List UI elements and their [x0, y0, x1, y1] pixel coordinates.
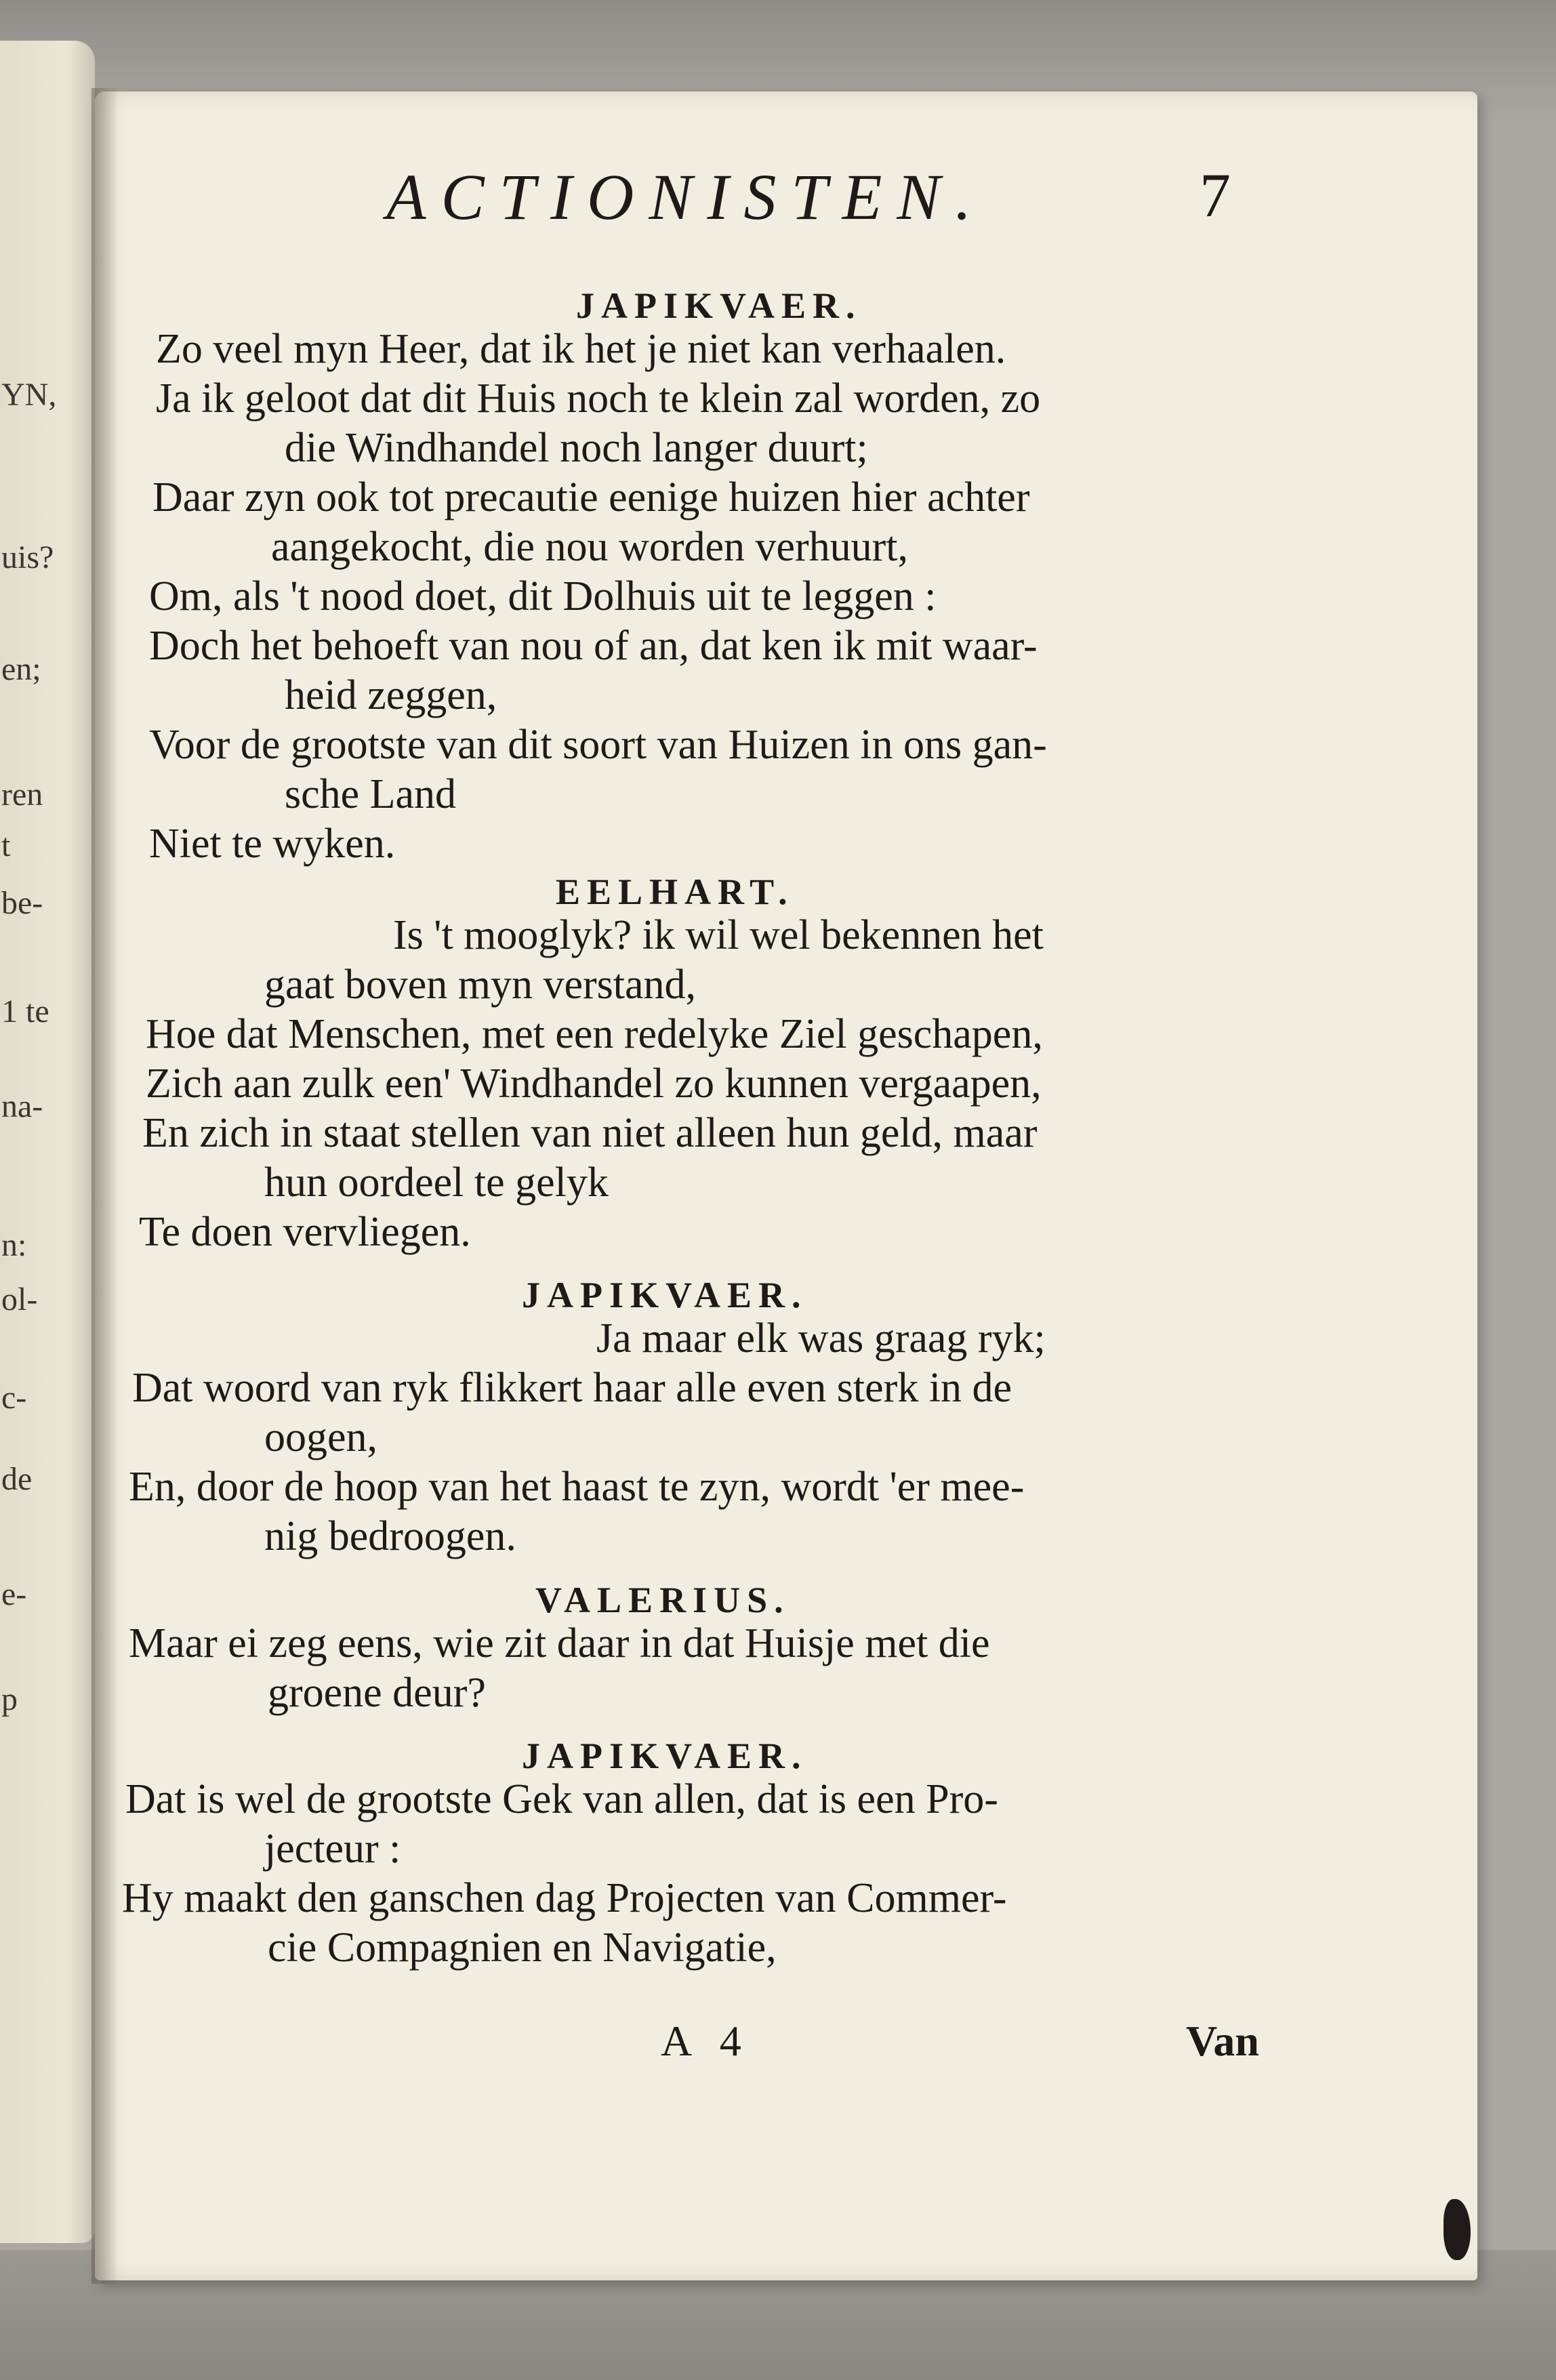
verse-line: die Windhandel noch langer duurt; — [285, 425, 868, 471]
left-page-fragment: na- — [1, 1088, 43, 1124]
verse-line: hun oordeel te gelyk — [264, 1160, 609, 1206]
left-page-fragment: e- — [1, 1576, 27, 1612]
verse-line: groene deur? — [268, 1670, 486, 1716]
verse-line: Zo veel myn Heer, dat ik het je niet kan verhaalen. — [156, 326, 1006, 372]
verse-line: cie Compagnien en Navigatie, — [268, 1925, 777, 1971]
left-page-fragment: t — [1, 827, 11, 863]
verse-line: Zich aan zulk een' Windhandel zo kunnen vergaapen, — [146, 1061, 1042, 1107]
speaker-heading: JAPIKVAER. — [522, 1275, 808, 1315]
signature-mark: A 4 — [661, 2017, 751, 2065]
left-page-fragment: uis? — [1, 539, 54, 575]
verse-line: Hoe dat Menschen, met een redelyke Ziel geschapen, — [146, 1011, 1043, 1057]
verse-line: Dat woord van ryk flikkert haar alle even sterk in de — [132, 1365, 1012, 1411]
speaker-heading: EELHART. — [556, 871, 794, 912]
speaker-heading: JAPIKVAER. — [522, 1736, 808, 1776]
verse-line: En zich in staat stellen van niet alleen hun geld, maar — [142, 1110, 1038, 1156]
left-page-fragment: 1 te — [1, 993, 49, 1029]
catchword: Van — [1186, 2017, 1259, 2065]
verse-line: heid zeggen, — [285, 672, 497, 718]
verse-line: Maar ei zeg eens, wie zit daar in dat Huisje met die — [129, 1620, 990, 1666]
left-page-fragment: ren — [1, 777, 43, 813]
verse-line: Ja ik geloot dat dit Huis noch te klein zal worden, zo — [156, 375, 1041, 422]
gutter-shadow — [91, 88, 119, 2284]
verse-line: Is 't mooglyk? ik wil wel bekennen het — [393, 912, 1044, 958]
verse-line: Dat is wel de grootste Gek van allen, dat is een Pro- — [125, 1776, 998, 1822]
verse-line: oogen, — [264, 1414, 378, 1460]
verse-line: Om, als 't nood doet, dit Dolhuis uit te leggen : — [149, 573, 937, 619]
left-page-fragment: p — [1, 1681, 18, 1717]
verse-line: En, door de hoop van het haast te zyn, wordt 'er mee- — [129, 1464, 1025, 1510]
page-number: 7 — [1200, 161, 1231, 230]
verse-line: jecteur : — [264, 1826, 401, 1872]
verse-line: sche Land — [285, 771, 457, 817]
verse-line: aangekocht, die nou worden verhuurt, — [271, 524, 909, 570]
speaker-heading: VALERIUS. — [535, 1580, 790, 1620]
left-page-fragment: be- — [1, 885, 43, 921]
verse-line: Daar zyn ook tot precautie eenige huizen hier achter — [152, 474, 1030, 520]
speaker-heading: JAPIKVAER. — [576, 285, 862, 326]
verse-line: Doch het behoeft van nou of an, dat ken ik mit waar- — [149, 623, 1038, 669]
verse-line: Hy maakt den ganschen dag Projecten van Commer- — [122, 1875, 1007, 1921]
verse-line: Te doen vervliegen. — [139, 1209, 471, 1255]
left-page-fragment: ol- — [1, 1281, 38, 1317]
verse-line: nig bedroogen. — [264, 1513, 516, 1559]
left-page-edge — [0, 41, 95, 2243]
left-page-fragment: YN, — [1, 377, 57, 413]
verse-line: gaat boven myn verstand, — [264, 962, 697, 1008]
verse-line: Niet te wyken. — [149, 821, 396, 867]
left-page-fragment: en; — [1, 651, 41, 687]
left-page-fragment: c- — [1, 1380, 27, 1416]
left-page-fragment: n: — [1, 1227, 27, 1263]
verse-line: Voor de grootste van dit soort van Huizen in ons gan- — [149, 722, 1047, 768]
running-head: ACTIONISTEN. — [386, 161, 987, 233]
verse-line: Ja maar elk was graag ryk; — [596, 1315, 1046, 1361]
left-page-fragment: de — [1, 1461, 33, 1497]
